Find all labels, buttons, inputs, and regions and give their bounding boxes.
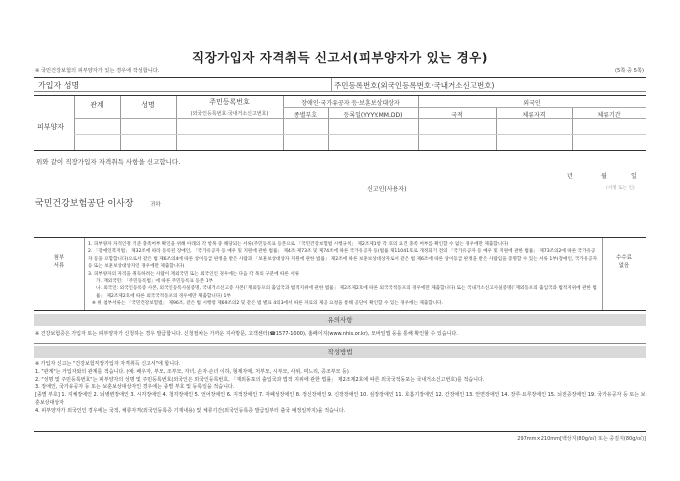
declaration-text: 위와 같이 직장가입자 자격취득 사항을 신고합니다. — [36, 158, 181, 166]
fee-label: 수수료 없음 — [616, 255, 632, 269]
instruction-line: 2. "성명 및 주민등록번호"는 피부양자의 성명 및 주민등록번호(외국인은 외국인등록번호, 「재외동포의 출입국과 법적 지위에 관한 법률」 제2조제2호에 따른 외국국적동포는 국내거소신고번호)를 적습니다. — [35, 376, 485, 383]
attachments-bottom-rule — [34, 310, 646, 311]
col-foreigner: 외국인 — [523, 100, 541, 107]
subscriber-rrn-label: 주민등록번호(외국인등록번호·국내거소신고번호) — [334, 81, 495, 90]
top-rule — [34, 77, 646, 78]
page-number: (5쪽 중 5쪽) — [615, 68, 644, 74]
col-relation: 관계 — [90, 101, 104, 109]
col-status: 체류자격 — [522, 112, 546, 119]
rule — [74, 134, 646, 135]
reporter-label: 신고인(사용자) — [367, 186, 407, 193]
recipient-suffix: 귀하 — [150, 202, 161, 208]
bottom-rule — [34, 431, 646, 432]
divider — [331, 78, 332, 91]
col-rrn: 주민등록번호 — [209, 98, 250, 106]
form-title: 직장가입자 자격취득 신고서(피부양자가 있는 경우) — [192, 50, 488, 65]
instruction-line: ※ 가입자 신고는 "건강보험직장가입자 자격취득 신고서"에 합니다. — [35, 361, 181, 367]
table-top-rule — [34, 95, 646, 96]
rule — [74, 118, 646, 119]
rule — [34, 343, 646, 344]
date-year: 년 — [567, 173, 573, 180]
instruction-line: [종별 부호] 1. 지체장애인 2. 뇌병변장애인 3. 시각장애인 4. 청각장애인 5. 언어장애인 6. 지적장애인 7. 자폐성장애인 8. 정신장애인 9. 신장장애인 10. 심장장애인 11. 호흡기장애인 12. 간장애인 13. 안면장애인 14. 장루·요루장애인 15. 뇌전증장애인 19. 국가유공자 등 또는 보훈보상대상자 — [35, 392, 646, 406]
attachment-item: 1. 피부양자 자격인정 기준 충족여부 확인을 위해 아래의 각 항목 중 해당되는 서류(주민등록표 등본으로 「국민건강보험법 시행규칙」 제2조제1항 각 호의 요건 충족 여부를 확인할 수 없는 경우에만 제출합니다) — [88, 242, 509, 247]
attachment-item: 3. 피부양자의 자격을 취득하려는 사람이 재외국민 또는 외국인인 경우에는 다음 각 목의 구분에 따른 서류 — [88, 271, 300, 277]
attachments-label: 첨부 서류 — [53, 255, 65, 269]
instruction-line: 3. 장애인, 국가유공자 등 또는 보훈보상대상자인 경우에는 종별 부호 및 등록일을 적습니다. — [35, 384, 235, 391]
divider — [84, 238, 85, 310]
date-month: 월 — [601, 173, 607, 180]
table-bottom-rule — [34, 150, 646, 151]
rule — [283, 107, 646, 108]
notice-heading: 유의사항 — [34, 314, 646, 326]
col-reg-date: 등록일(YYYY.MM.DD) — [343, 112, 403, 119]
subscriber-name-label: 가입자 성명 — [38, 81, 80, 90]
dependents-row-label: 피부양자 — [37, 123, 65, 131]
instruction-line: 4. 피부양자가 외국인인 경우에는 국적, 체류자격(외국인등록증 기재내용) 및 체류기간(외국인등록증 발급일부터 출국 예정일까지)을 적습니다. — [35, 407, 346, 414]
instructions-list — [35, 361, 647, 416]
attachments-top-rule — [34, 237, 646, 238]
instruction-line: 1. "관계"는 가입자와의 관계를 적습니다. (예: 배우자, 부모, 조부모, 자녀, 손자·손녀 이하, 형제자매, 처부모, 시부모, 사위, 며느리, 증조부모 등) — [35, 368, 349, 375]
paper-spec: 297mm×210mm[백상지(80g/㎡) 또는 중질지(80g/㎡)] — [517, 436, 646, 442]
col-period: 체류기간 — [597, 112, 621, 119]
col-nationality: 국적 — [451, 112, 463, 119]
attachment-item: 가. 재외국민: 「주민등록법」에 따른 주민등록표 등본 1부 — [96, 279, 214, 285]
col-type: 종별부호 — [293, 112, 318, 119]
notice-text: ※ 건강보험증은 가입자 또는 피부양자가 신청하는 경우 발급합니다. 신청절차는 가까운 지사방문, 고객센터(☎1577-1000), 홈페이지(www.nhis.or.kr), 모바일앱 등을 통해 확인할 수 있습니다. — [35, 331, 458, 337]
signature-label: (서명 또는 인) — [606, 186, 635, 191]
attachment-item: 나. 외국인: 외국인등록증 사본, 외국인등록사실증명, 국내거소신고증 사본(「재외동포의 출입국과 법적지위에 관한 법률」 제2조제2호에 따른 외국국적동포의 경우에만 제출합니다) 또는 국내거소신고사실증명(「재외동포의 출입국과 법적지위에 관한 법률」 제2조제2호에 따른 외국국적동포의 경우에만 제출합니다) 1부 — [96, 286, 597, 299]
attachment-item: ※ 위 첨부서류는 「국민건강보험법」 제96조, 같은 법 시행령 제69조의2 및 같은 법 별표 4의3에서 따른 자료의 제공 요청을 통해 공단이 확인할 수 있는 경우에는 제출합니다. — [92, 301, 444, 307]
col-disability: 장애인·국가유공자 등·보훈보상대상자 — [301, 100, 400, 107]
instructions-heading: 작성방법 — [34, 346, 646, 358]
attachments-list — [88, 241, 598, 308]
rule — [34, 91, 646, 92]
divider — [602, 238, 603, 310]
col-name: 성명 — [141, 101, 155, 109]
top-note: ※ 국민건강보험의 피부양자가 있는 경우에 작성합니다. — [35, 68, 160, 74]
recipient-name: 국민건강보험공단 이사장 — [35, 199, 134, 209]
date-day: 일 — [631, 173, 637, 180]
col-rrn-sub: (외국인등록번호·국내거소신고번호) — [190, 111, 269, 117]
attachment-item: 2. 「장애인복지법」 제32조에 따라 등록된 장애인, 「국가유공자 등 예우 및 지원에 관한 법률」 제4조·제73조 및 제74조에 따른 국가유공자 등(법률 제11041호로 개정되기 전의 「국가유공자 등 예우 및 지원에 관한 법률」 제73조의2에 따른 국가유공자 등을 포함합니다)으로서 같은 법 제6조의4에 따른 상이등급 판정을 받은 사람과 「보훈보상대상자 지원에 관한 법률」 제2조에 따른 보훈보상대상자로서 같은 법 제6조에 따른 상이등급 판정을 받은 사람임을 증명할 수 있는 서류 1부(장애인, 국가유공자 등 또는 보훈보상대상자인 경우에만 제출합니다) — [88, 249, 598, 270]
